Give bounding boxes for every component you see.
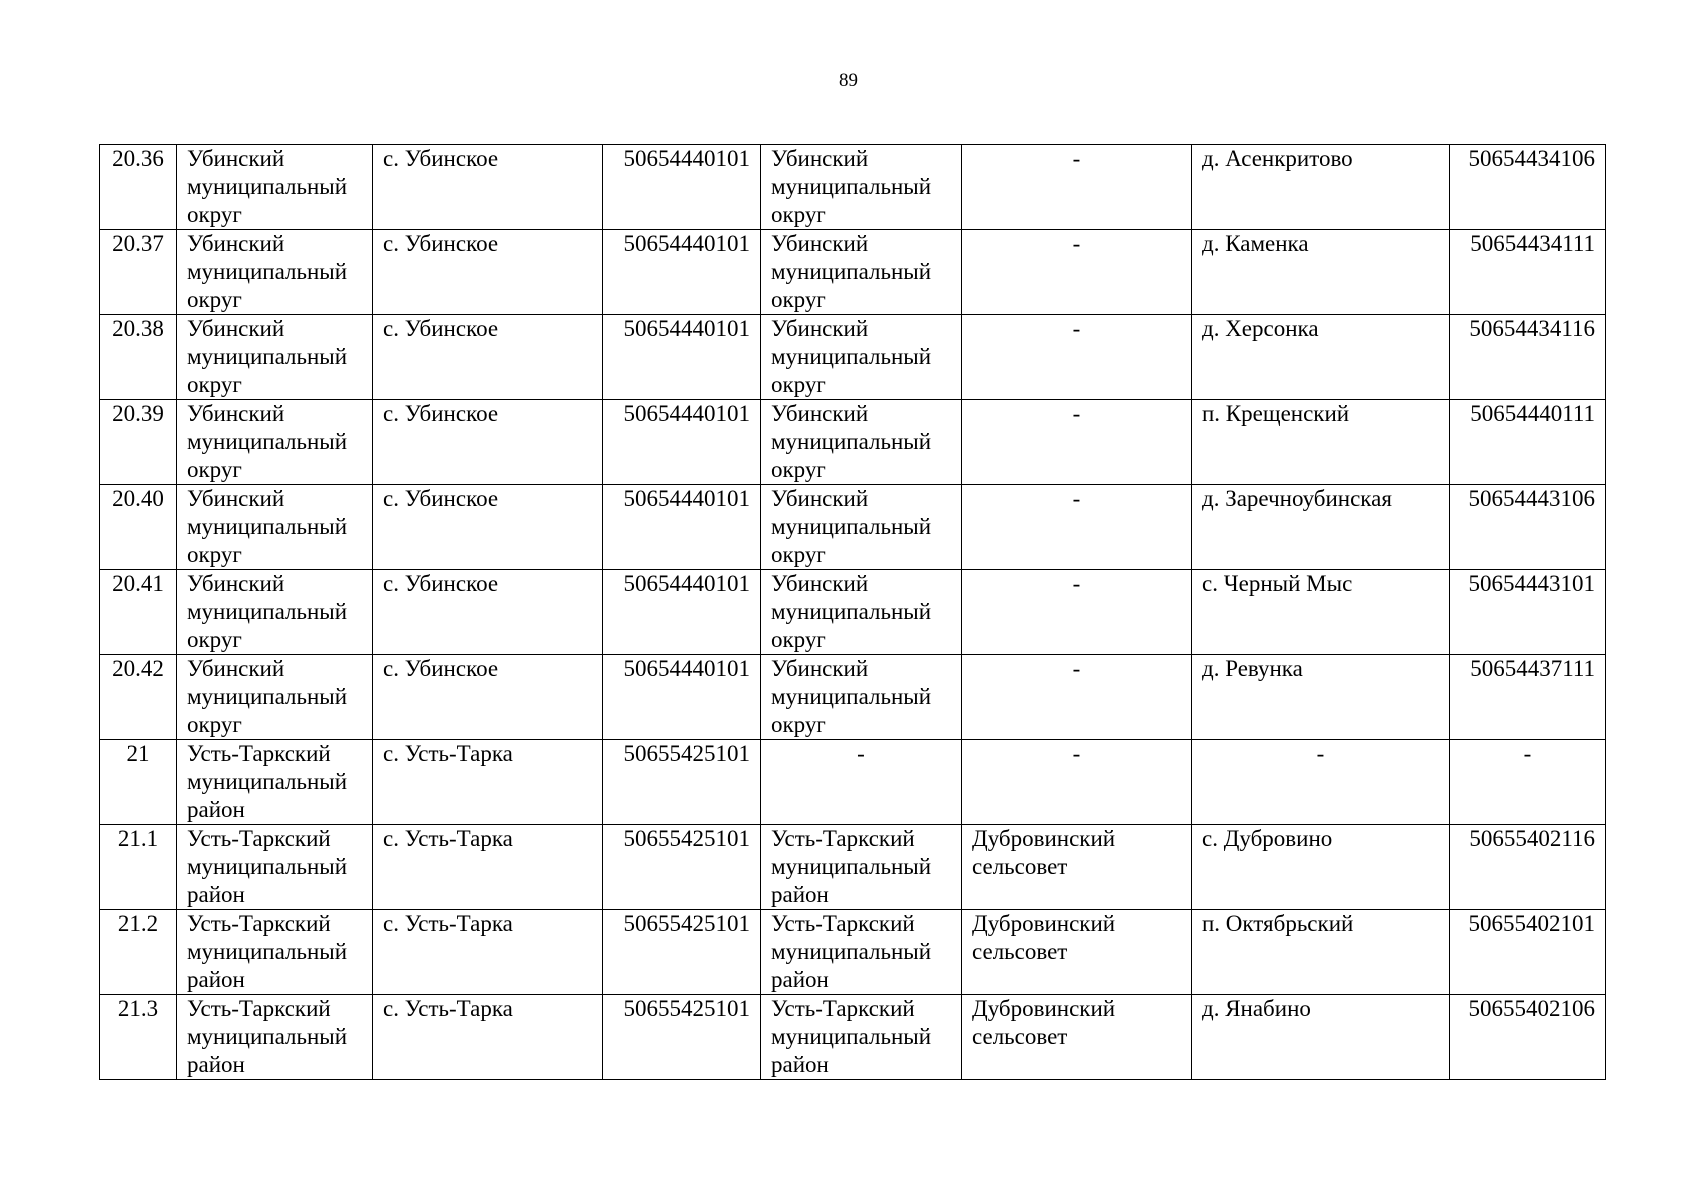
locality-code-cell: 50655402101 (1450, 910, 1606, 995)
table-row (100, 145, 1606, 230)
settlement-cell: - (962, 485, 1192, 570)
municipality-cell: - (761, 740, 962, 825)
admin-center-code-cell: 50655425101 (603, 825, 761, 910)
admin-center-code-cell: 50654440101 (603, 145, 761, 230)
admin-center-cell: с. Усть-Тарка (373, 910, 603, 995)
table-row (100, 995, 1606, 1080)
locality-cell: п. Крещенский (1192, 400, 1450, 485)
page-number: 89 (839, 70, 858, 91)
municipality-cell: Убинский муниципальный округ (761, 145, 962, 230)
admin-center-cell: с. Усть-Тарка (373, 825, 603, 910)
locality-code-cell: 50654434116 (1450, 315, 1606, 400)
row-number-cell: 20.38 (100, 315, 177, 400)
admin-center-code-cell: 50654440101 (603, 570, 761, 655)
admin-center-code-cell: 50654440101 (603, 485, 761, 570)
settlement-cell: - (962, 315, 1192, 400)
district-cell: Убинский муниципальный округ (177, 230, 373, 315)
settlement-cell: Дубровинский сельсовет (962, 995, 1192, 1080)
district-cell: Усть-Таркский муниципальный район (177, 740, 373, 825)
admin-center-code-cell: 50654440101 (603, 655, 761, 740)
locality-cell: д. Ревунка (1192, 655, 1450, 740)
table-row (100, 910, 1606, 995)
row-number-cell: 21.2 (100, 910, 177, 995)
district-cell: Убинский муниципальный округ (177, 145, 373, 230)
settlement-cell: - (962, 400, 1192, 485)
table-row (100, 485, 1606, 570)
municipality-cell: Убинский муниципальный округ (761, 570, 962, 655)
table-row (100, 230, 1606, 315)
settlement-cell: Дубровинский сельсовет (962, 825, 1192, 910)
admin-center-cell: с. Убинское (373, 570, 603, 655)
municipality-cell: Убинский муниципальный округ (761, 400, 962, 485)
locality-code-cell: 50654440111 (1450, 400, 1606, 485)
municipality-cell: Убинский муниципальный округ (761, 315, 962, 400)
admin-center-code-cell: 50654440101 (603, 230, 761, 315)
municipality-cell: Убинский муниципальный округ (761, 485, 962, 570)
row-number-cell: 20.42 (100, 655, 177, 740)
table-row (100, 400, 1606, 485)
admin-center-cell: с. Усть-Тарка (373, 995, 603, 1080)
settlement-cell: - (962, 740, 1192, 825)
municipality-cell: Усть-Таркский муниципальный район (761, 995, 962, 1080)
settlement-cell: - (962, 570, 1192, 655)
locality-code-cell: 50655402106 (1450, 995, 1606, 1080)
locality-cell: д. Асенкритово (1192, 145, 1450, 230)
settlement-cell: - (962, 655, 1192, 740)
admin-center-cell: с. Убинское (373, 315, 603, 400)
admin-center-code-cell: 50655425101 (603, 995, 761, 1080)
row-number-cell: 21 (100, 740, 177, 825)
admin-center-cell: с. Убинское (373, 655, 603, 740)
row-number-cell: 20.39 (100, 400, 177, 485)
admin-center-cell: с. Убинское (373, 485, 603, 570)
municipality-cell: Усть-Таркский муниципальный район (761, 825, 962, 910)
district-cell: Усть-Таркский муниципальный район (177, 910, 373, 995)
admin-center-code-cell: 50655425101 (603, 910, 761, 995)
settlement-cell: Дубровинский сельсовет (962, 910, 1192, 995)
table-row (100, 570, 1606, 655)
row-number-cell: 20.37 (100, 230, 177, 315)
locality-cell: с. Дубровино (1192, 825, 1450, 910)
row-number-cell: 20.36 (100, 145, 177, 230)
locality-cell: д. Янабино (1192, 995, 1450, 1080)
settlements-table (99, 144, 1606, 1080)
row-number-cell: 20.40 (100, 485, 177, 570)
admin-center-cell: с. Убинское (373, 145, 603, 230)
district-cell: Убинский муниципальный округ (177, 315, 373, 400)
locality-code-cell: 50655402116 (1450, 825, 1606, 910)
locality-code-cell: 50654434106 (1450, 145, 1606, 230)
locality-cell: д. Херсонка (1192, 315, 1450, 400)
district-cell: Убинский муниципальный округ (177, 485, 373, 570)
admin-center-code-cell: 50654440101 (603, 315, 761, 400)
locality-code-cell: 50654443106 (1450, 485, 1606, 570)
locality-code-cell: 50654443101 (1450, 570, 1606, 655)
locality-cell: п. Октябрьский (1192, 910, 1450, 995)
district-cell: Убинский муниципальный округ (177, 400, 373, 485)
district-cell: Усть-Таркский муниципальный район (177, 825, 373, 910)
table-row (100, 655, 1606, 740)
row-number-cell: 20.41 (100, 570, 177, 655)
locality-code-cell: 50654434111 (1450, 230, 1606, 315)
locality-code-cell: - (1450, 740, 1606, 825)
settlement-cell: - (962, 145, 1192, 230)
settlement-cell: - (962, 230, 1192, 315)
admin-center-cell: с. Усть-Тарка (373, 740, 603, 825)
district-cell: Усть-Таркский муниципальный район (177, 995, 373, 1080)
municipality-cell: Убинский муниципальный округ (761, 230, 962, 315)
row-number-cell: 21.1 (100, 825, 177, 910)
locality-cell: д. Заречноубинская (1192, 485, 1450, 570)
admin-center-code-cell: 50654440101 (603, 400, 761, 485)
admin-center-cell: с. Убинское (373, 230, 603, 315)
admin-center-cell: с. Убинское (373, 400, 603, 485)
row-number-cell: 21.3 (100, 995, 177, 1080)
locality-cell: - (1192, 740, 1450, 825)
admin-center-code-cell: 50655425101 (603, 740, 761, 825)
locality-code-cell: 50654437111 (1450, 655, 1606, 740)
municipality-cell: Усть-Таркский муниципальный район (761, 910, 962, 995)
table-body (100, 145, 1606, 1080)
table-row (100, 740, 1606, 825)
municipality-cell: Убинский муниципальный округ (761, 655, 962, 740)
locality-cell: д. Каменка (1192, 230, 1450, 315)
locality-cell: с. Черный Мыс (1192, 570, 1450, 655)
district-cell: Убинский муниципальный округ (177, 655, 373, 740)
table-row (100, 825, 1606, 910)
district-cell: Убинский муниципальный округ (177, 570, 373, 655)
table-row (100, 315, 1606, 400)
